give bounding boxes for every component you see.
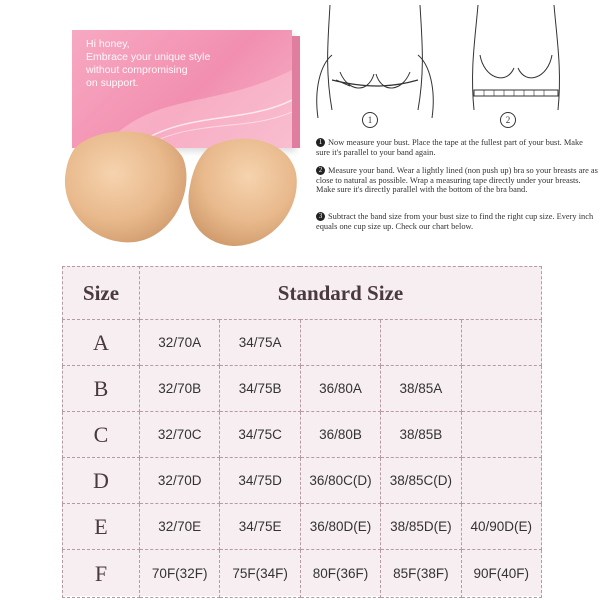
- size-cell: 38/85D(E): [381, 504, 461, 550]
- size-cell: [461, 320, 541, 366]
- guide-step-1: [316, 138, 598, 157]
- step-number: 3: [316, 212, 325, 221]
- size-cell: [300, 320, 380, 366]
- size-cell: 70F(32F): [140, 550, 220, 598]
- size-cell: [461, 366, 541, 412]
- size-cell: 32/70D: [140, 458, 220, 504]
- size-cell: 32/70A: [140, 320, 220, 366]
- step-text: Subtract the band size from your bust size to find the right cup size. Every inch equals one cup size up. Check our chart below.: [316, 212, 594, 231]
- right-silicone-cup: [178, 128, 308, 253]
- size-cell: [461, 458, 541, 504]
- size-cell: 75F(34F): [220, 550, 300, 598]
- size-cell: 36/80A: [300, 366, 380, 412]
- size-cell: 36/80D(E): [300, 504, 380, 550]
- size-cell: 80F(36F): [300, 550, 380, 598]
- size-column-header: Size: [63, 267, 140, 320]
- size-cell: 38/85A: [381, 366, 461, 412]
- size-cell: 32/70B: [140, 366, 220, 412]
- band-measurement-illustration: [450, 0, 580, 125]
- size-cell: 38/85B: [381, 412, 461, 458]
- cup-label: D: [63, 458, 140, 504]
- size-cell: [461, 412, 541, 458]
- size-cell: 40/90D(E): [461, 504, 541, 550]
- size-cell: [381, 320, 461, 366]
- table-row: [63, 458, 542, 504]
- size-cell: 32/70C: [140, 412, 220, 458]
- size-cell: 32/70E: [140, 504, 220, 550]
- left-silicone-cup: [55, 118, 195, 248]
- table-row: [63, 366, 542, 412]
- figure-number-2: 2: [500, 112, 516, 128]
- step-number: 1: [316, 138, 325, 147]
- size-cell: 36/80B: [300, 412, 380, 458]
- cup-label: E: [63, 504, 140, 550]
- cup-label: F: [63, 550, 140, 598]
- size-cell: 85F(38F): [381, 550, 461, 598]
- size-cell: 34/75A: [220, 320, 300, 366]
- cup-label: A: [63, 320, 140, 366]
- figure-number-1: 1: [362, 112, 378, 128]
- size-cell: 90F(40F): [461, 550, 541, 598]
- size-chart-header-row: [63, 267, 542, 320]
- guide-step-2: [316, 166, 598, 195]
- measuring-guide: [300, 0, 600, 260]
- standard-size-header: Standard Size: [140, 267, 542, 320]
- size-cell: 34/75C: [220, 412, 300, 458]
- size-cell: 34/75D: [220, 458, 300, 504]
- size-chart: [62, 266, 542, 596]
- table-row: [63, 412, 542, 458]
- bust-measurement-illustration: [310, 0, 440, 125]
- guide-step-3: [316, 212, 598, 231]
- step-number: 2: [316, 166, 325, 175]
- product-image: [0, 0, 300, 260]
- cup-label: B: [63, 366, 140, 412]
- box-slogan: Hi honey, Embrace your unique style without compromising on support.: [86, 38, 211, 89]
- table-row: [63, 550, 542, 598]
- cup-label: C: [63, 412, 140, 458]
- size-cell: 34/75B: [220, 366, 300, 412]
- size-cell: 38/85C(D): [381, 458, 461, 504]
- table-row: [63, 320, 542, 366]
- step-text: Measure your band. Wear a lightly lined (non push up) bra so your breasts are as close to natural as possible. Wrap a measuring tape directly under your breasts. Make sure it's directly parallel with the bottom of the bra band.: [316, 166, 598, 195]
- size-cell: 34/75E: [220, 504, 300, 550]
- table-row: [63, 504, 542, 550]
- size-cell: 36/80C(D): [300, 458, 380, 504]
- size-chart-table: [62, 266, 542, 598]
- step-text: Now measure your bust. Place the tape at the fullest part of your bust. Make sure it's parallel to your band again.: [316, 138, 583, 157]
